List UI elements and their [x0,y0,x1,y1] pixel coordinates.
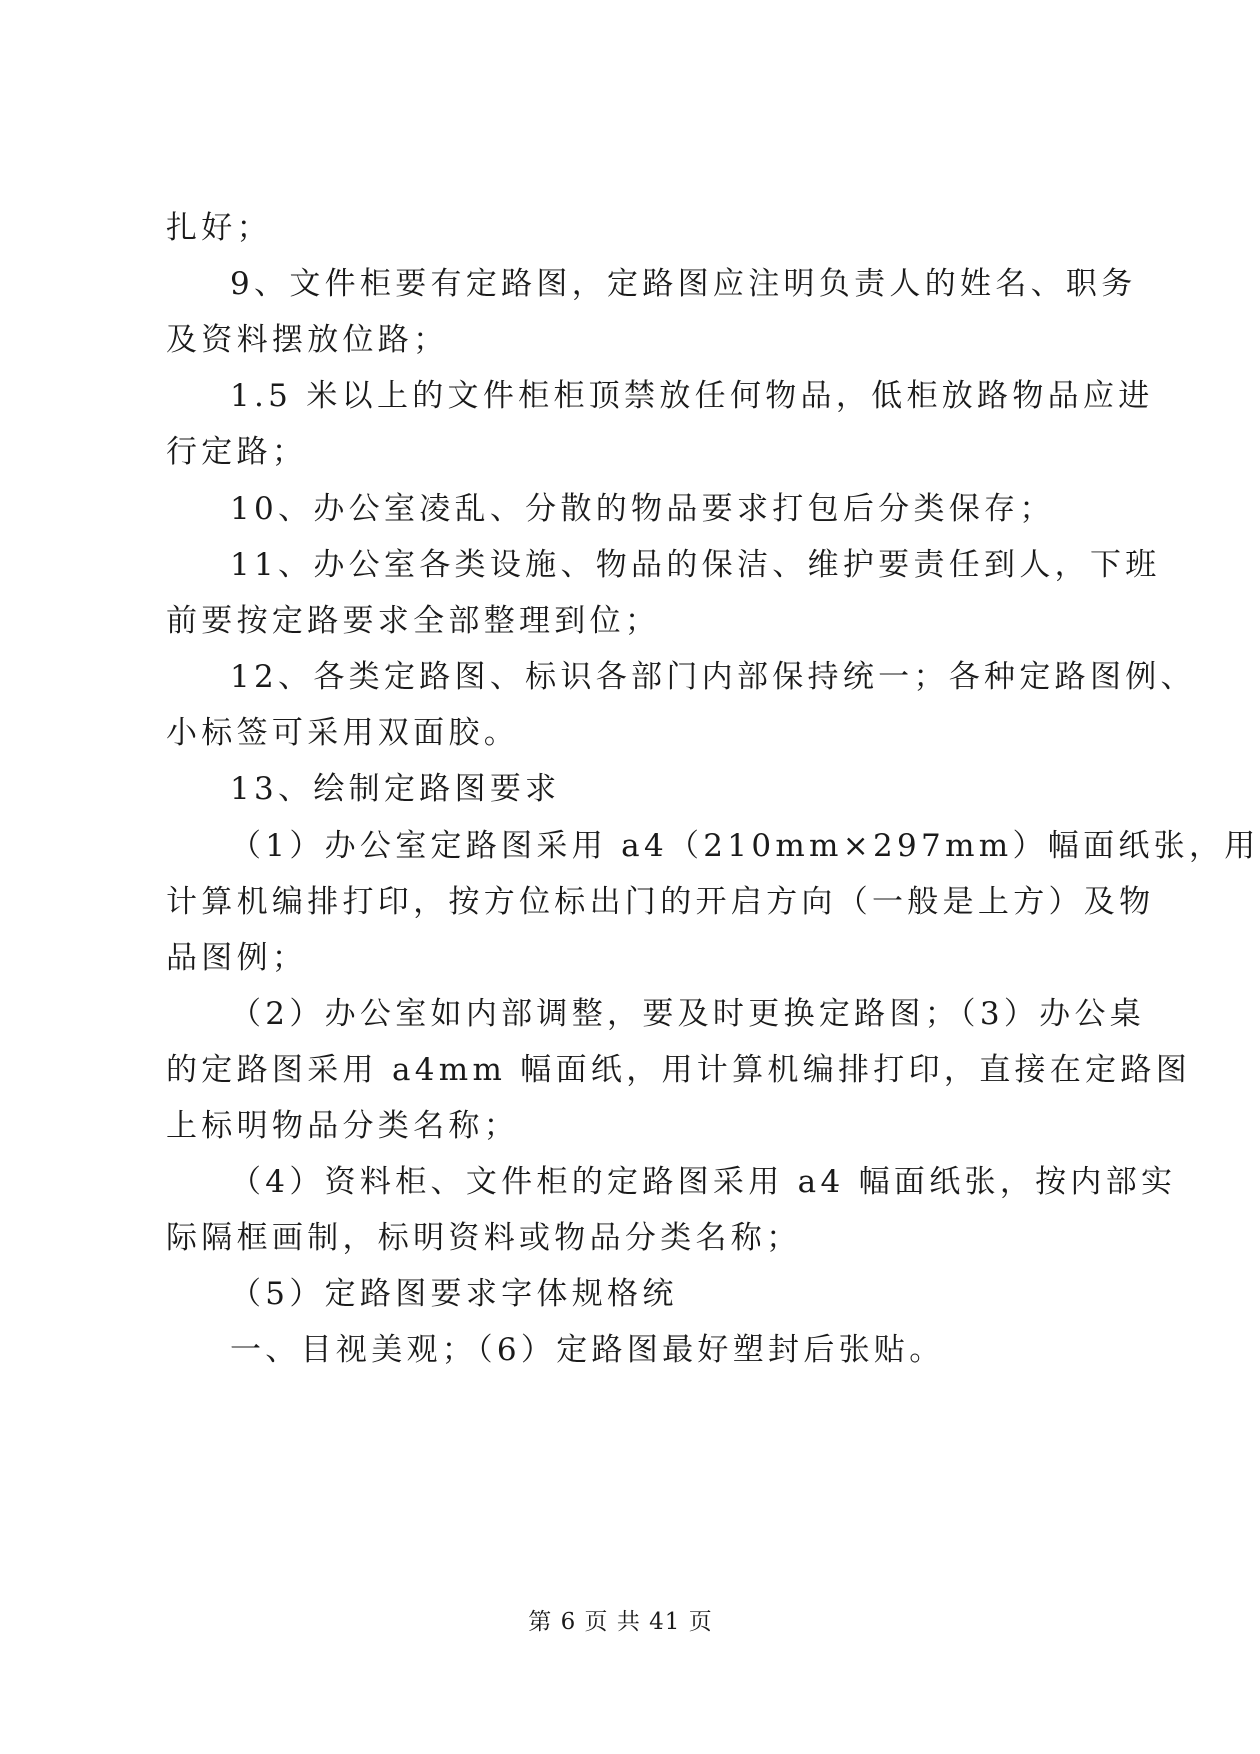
text-line: 扎好； [166,210,272,246]
text-line: 际隔框画制，标明资料或物品分类名称； [166,1220,802,1256]
text-line: 1.5 米以上的文件柜柜顶禁放任何物品，低柜放路物品应进 [230,378,1154,414]
text-line: （5）定路图要求字体规格统 [230,1276,678,1312]
text-line: （4）资料柜、文件柜的定路图采用 a4 幅面纸张，按内部实 [230,1164,1177,1200]
text-line: 10、办公室凌乱、分散的物品要求打包后分类保存； [230,491,1055,527]
text-line: 及资料摆放位路； [166,322,449,358]
text-line: （2）办公室如内部调整，要及时更换定路图；（3）办公桌 [230,996,1146,1032]
text-line: 9、文件柜要有定路图，定路图应注明负责人的姓名、职务 [230,266,1137,302]
text-line: 的定路图采用 a4mm 幅面纸，用计算机编排打印，直接在定路图 [166,1052,1192,1088]
text-line: 12、各类定路图、标识各部门内部保持统一；各种定路图例、 [230,659,1196,695]
text-line: 一、目视美观；（6）定路图最好塑封后张贴。 [230,1332,945,1368]
page-number-footer: 第 6 页 共 41 页 [528,1609,713,1635]
text-line: （1）办公室定路图采用 a4（210mm×297mm）幅面纸张，用 [230,828,1260,864]
text-line: 行定路； [166,434,308,470]
text-line: 小标签可采用双面胶。 [166,715,519,751]
text-line: 计算机编排打印，按方位标出门的开启方向（一般是上方）及物 [166,884,1155,920]
text-line: 11、办公室各类设施、物品的保洁、维护要责任到人，下班 [230,547,1161,583]
text-line: 上标明物品分类名称； [166,1108,519,1144]
text-line: 13、绘制定路图要求 [230,771,561,807]
text-line: 品图例； [166,940,308,976]
text-line: 前要按定路要求全部整理到位； [166,603,661,639]
